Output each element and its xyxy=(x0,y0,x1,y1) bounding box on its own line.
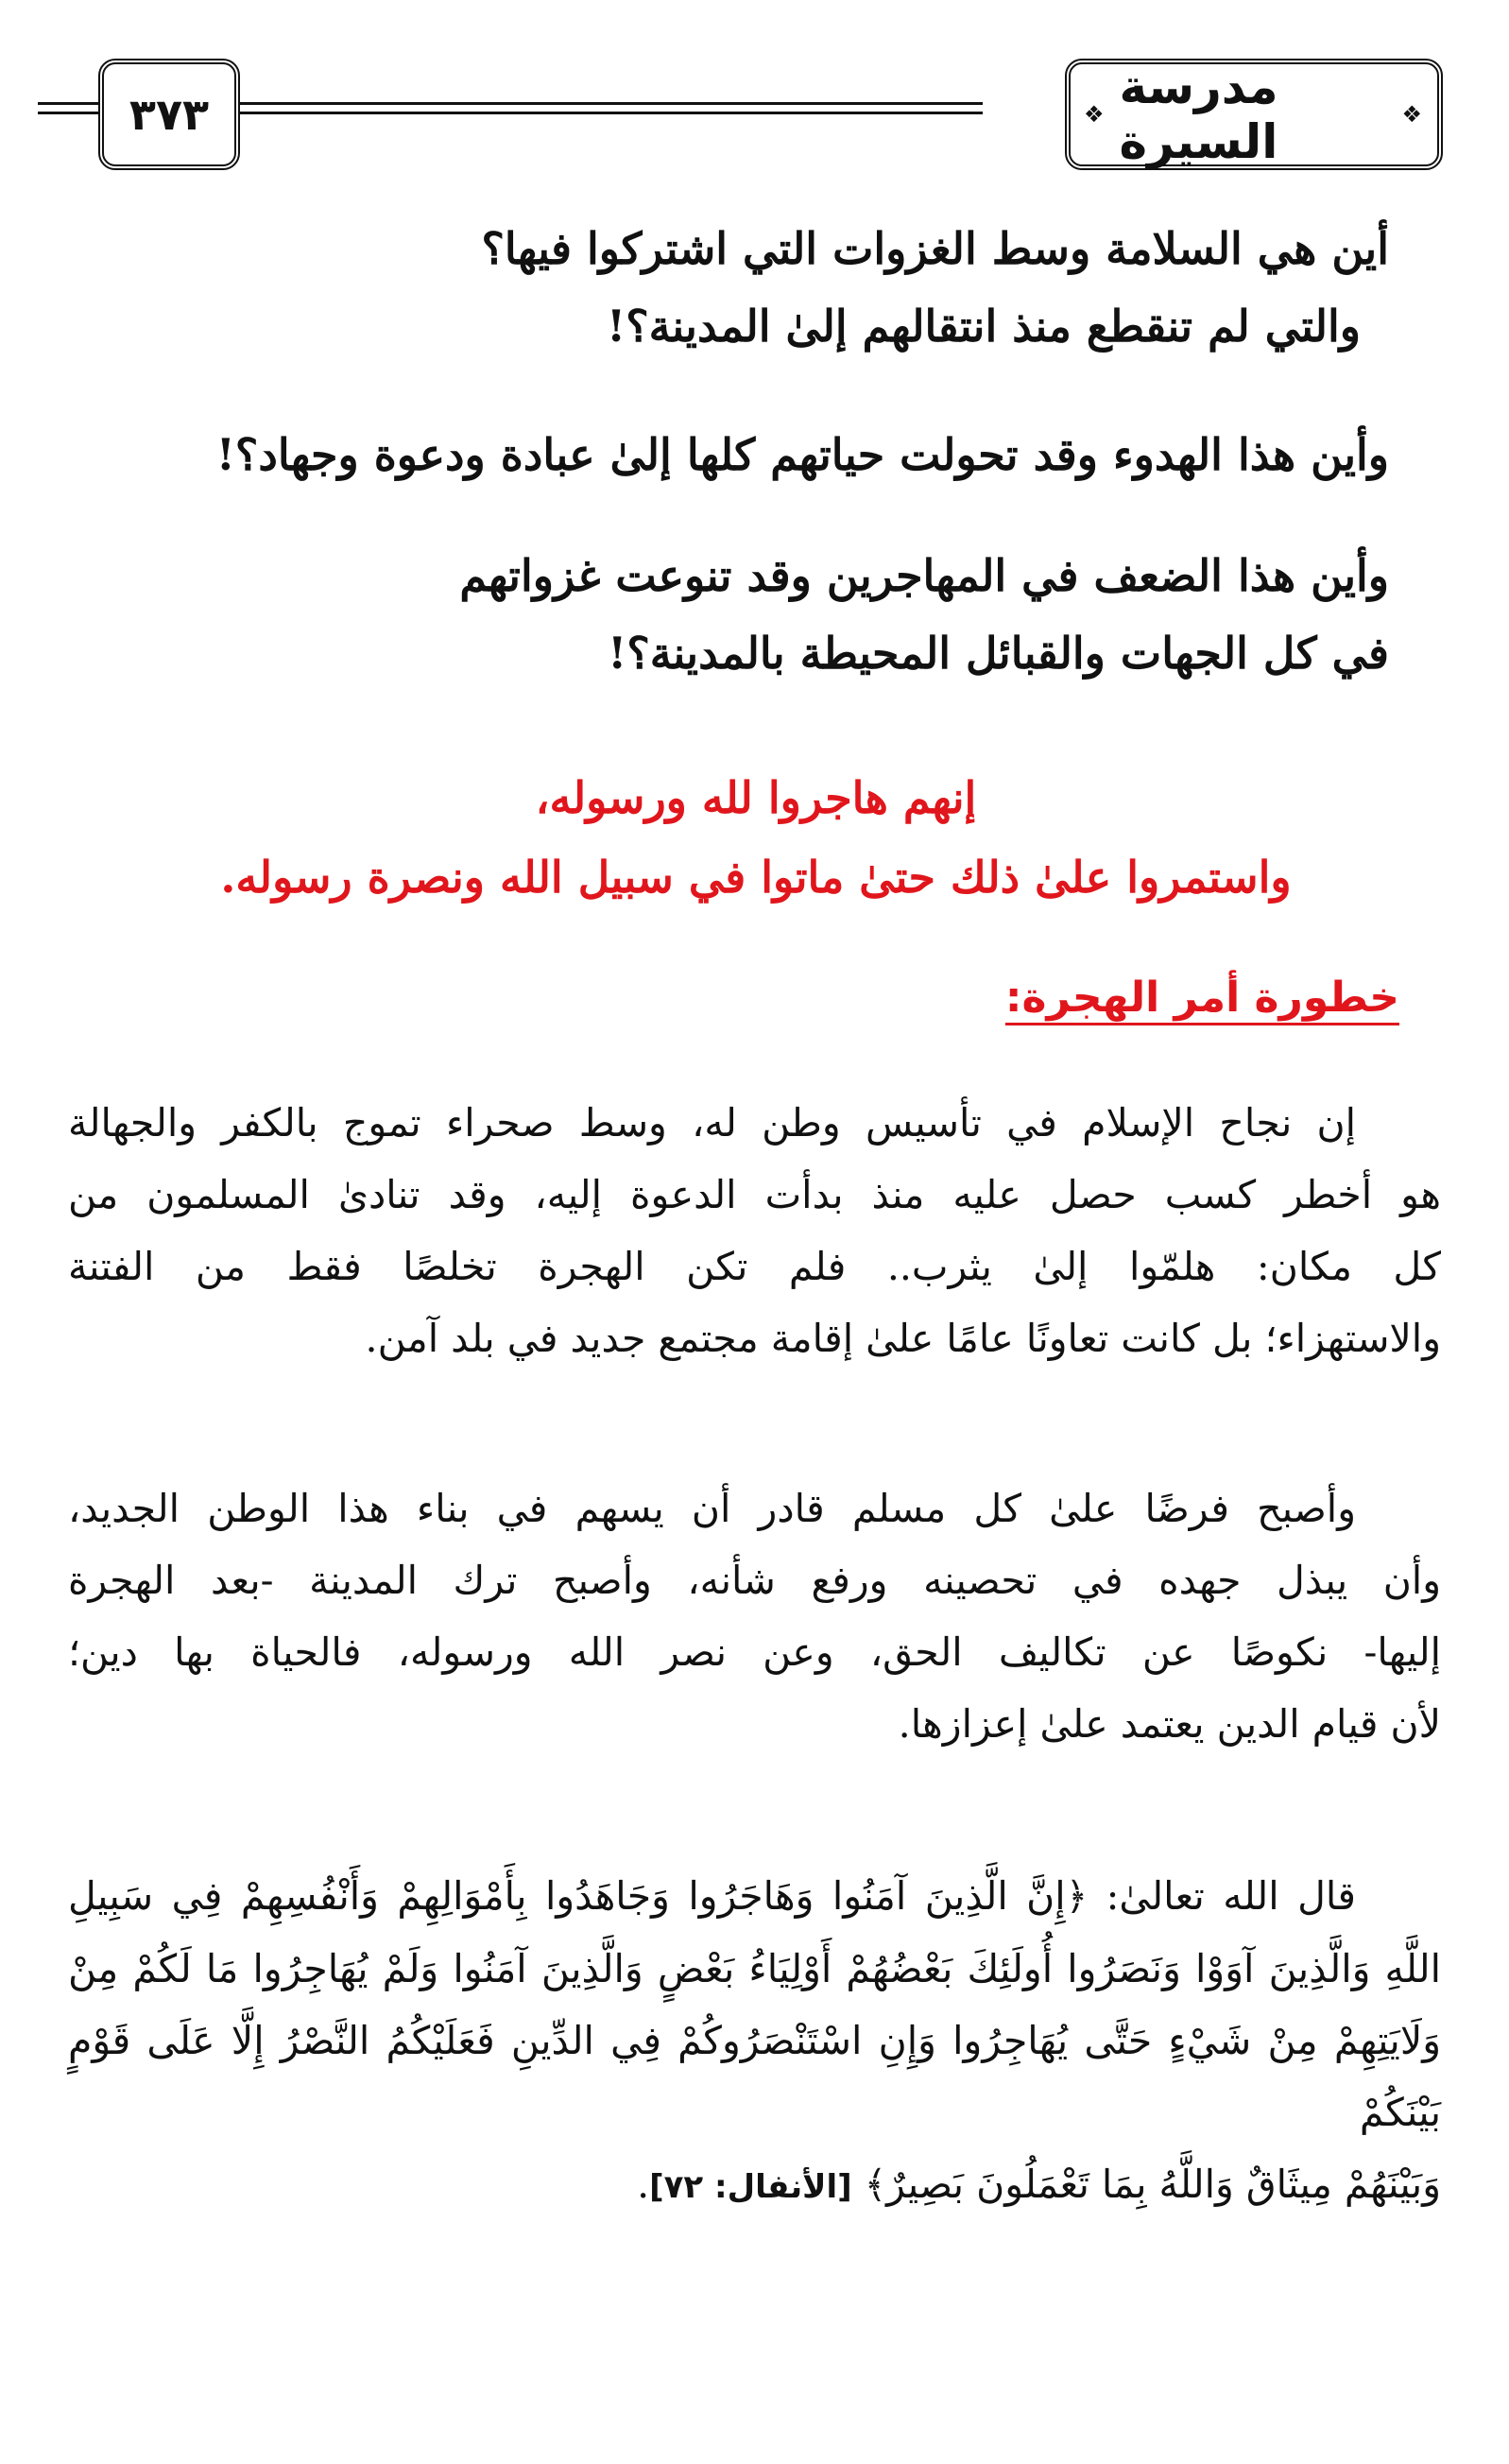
header-rule-middle xyxy=(227,102,983,105)
ornate-bracket-open-icon: ﴿ xyxy=(1065,1875,1089,1919)
section-heading: خطورة أمر الهجرة: xyxy=(1004,974,1399,1022)
paragraph-1-line-1: إن نجاح الإسلام في تأسيس وطن له، وسط صحراء تموج بالكفر والجهالة xyxy=(68,1100,1356,1146)
book-title-text: ❖ مدرسة السيرة xyxy=(1119,60,1278,169)
question-2-line-1: وأين هذا الهدوء وقد تحولت حياتهم كلها إلىٰ عبادة ودعوة وجهاد؟! xyxy=(215,429,1389,480)
paragraph-2-line-3: إليها- نكوصًا عن تكاليف الحق، وعن نصر الله ورسوله، فالحياة بها دين؛ xyxy=(68,1629,1441,1675)
ayah-text-line-4: وَبَيْنَهُمْ مِيثَاقٌ وَاللَّهُ بِمَا تَعْمَلُونَ بَصِيرٌ xyxy=(886,2162,1441,2207)
verse-intro: قال الله تعالىٰ: xyxy=(1106,1873,1356,1919)
ayah-text-line-1: إِنَّ الَّذِينَ آمَنُوا وَهَاجَرُوا وَجَاهَدُوا بِأَمْوَالِهِمْ وَأَنْفُسِهِمْ فِي سَبِيلِ xyxy=(68,1873,1066,1919)
ayah-text-line-3: وَلَايَتِهِمْ مِنْ شَيْءٍ حَتَّى يُهَاجِرُوا وَإِنِ اسْتَنْصَرُوكُمْ فِي الدِّينِ فَعَلَيْكُمُ النَّصْرُ إِلَّا عَلَى قَوْمٍ بَيْنَكُمْ xyxy=(68,2018,1441,2135)
verse-line-1 xyxy=(68,1860,1441,1933)
page-number: ٣٧٣ xyxy=(98,59,240,170)
answer-highlight xyxy=(142,758,1370,917)
ornate-bracket-close-icon: ﴾ xyxy=(864,2163,887,2207)
question-1-line-2: والتي لم تنقطع منذ انتقالهم إلىٰ المدينة؟! xyxy=(607,301,1361,352)
question-1 xyxy=(198,210,1389,365)
question-2 xyxy=(113,416,1389,493)
verse-line-4 xyxy=(68,2148,1441,2223)
paragraph-1-line-2: هو أخطر كسب حصل عليه منذ بدأت الدعوة إليه، وقد تنادىٰ المسلمون من xyxy=(68,1172,1441,1217)
header-rule-left xyxy=(38,102,106,105)
answer-line-2: واستمروا علىٰ ذلك حتىٰ ماتوا في سبيل الله ونصرة رسوله. xyxy=(220,852,1292,903)
paragraph-1-line-4: والاستهزاء؛ بل كانت تعاونًا عامًا علىٰ إقامة مجتمع جديد في بلد آمن. xyxy=(365,1316,1441,1361)
paragraph-2-line-2: وأن يبذل جهده في تحصينه ورفع شأنه، وأصبح ترك المدينة -بعد الهجرة xyxy=(68,1558,1441,1603)
header-rule-left-lower xyxy=(38,112,106,114)
question-3 xyxy=(198,537,1389,692)
paragraph-2-line-4: لأن قيام الدين يعتمد علىٰ إعزازها. xyxy=(898,1701,1441,1747)
paragraph-3-quran-verse xyxy=(68,1860,1441,2223)
question-3-line-1: وأين هذا الضعف في المهاجرين وقد تنوعت غزواتهم xyxy=(459,550,1389,601)
paragraph-1-line-3: كل مكان: هلمّوا إلىٰ يثرب.. فلم تكن الهجرة تخلصًا فقط من الفتنة xyxy=(68,1244,1441,1289)
question-1-line-1: أين هي السلامة وسط الغزوات التي اشتركوا فيها؟ xyxy=(481,223,1389,274)
verse-end-period: . xyxy=(637,2162,650,2207)
paragraph-2-line-1: وأصبح فرضًا علىٰ كل مسلم قادر أن يسهم في بناء هذا الوطن الجديد، xyxy=(68,1486,1356,1531)
header-rule-middle-lower xyxy=(227,112,983,114)
running-book-title xyxy=(1065,59,1443,170)
paragraph-1 xyxy=(68,1087,1441,1374)
verse-reference: [الأنفال: ٧٢] xyxy=(649,2168,852,2206)
answer-line-1: إنهم هاجروا لله ورسوله، xyxy=(535,772,977,823)
question-3-line-2: في كل الجهات والقبائل المحيطة بالمدينة؟! xyxy=(608,628,1389,679)
ayah-text-line-2: اللَّهِ وَالَّذِينَ آوَوْا وَنَصَرُوا أُولَئِكَ بَعْضُهُمْ أَوْلِيَاءُ بَعْضٍ وَالَّذِينَ آمَنُوا وَلَمْ يُهَاجِرُوا مَا لَكُمْ مِنْ xyxy=(68,1946,1441,1991)
paragraph-2 xyxy=(68,1473,1441,1760)
